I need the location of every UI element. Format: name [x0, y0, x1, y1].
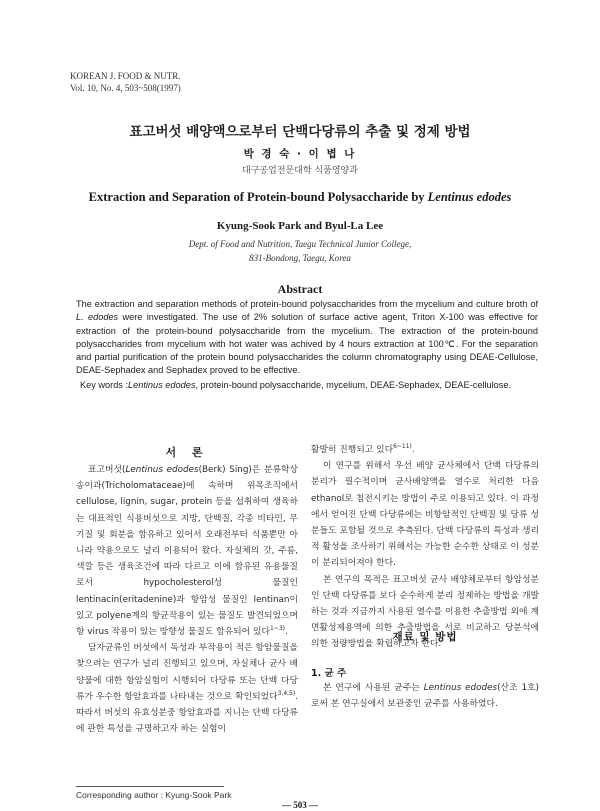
abstract-part1: The extraction and separation methods of protein-bound polysaccharides from the mycelium and culture broth of: [76, 299, 538, 309]
korean-title: 표고버섯 배양액으로부터 단백다당류의 추출 및 정제 방법: [129, 124, 471, 140]
intro-paragraph-2: [76, 640, 298, 737]
strain-end: (산조 1호)로써 본 연구실에서 보관중인 균주를 사용하였다.: [311, 683, 539, 710]
keywords-text: [128, 379, 516, 392]
english-affiliation: [0, 237, 600, 265]
right-p1-ref: 6~11): [393, 443, 412, 451]
english-affiliation-line1: Dept. of Food and Nutrition, Taegu Technical Junior College,: [188, 239, 412, 249]
korean-authors: 박 경 숙 · 이 볍 나: [243, 148, 357, 160]
abstract-body: [76, 298, 538, 378]
english-title: [0, 190, 600, 205]
intro-p1-ref: 1~3): [269, 625, 285, 633]
intro-p1-body: (Berk) Sing)은 분류학상 송이과(Tricholomataceae)에 속하며 위목조직에서 cellulose, lignin, sugar, protein 등을 섭취하여 생육하는 대표적인 식용버섯으로 지방, 단백질, 각종 비타민, 무기질 및 회분을 함유하고 있어서 오래전부터 식품뿐만 아니라 약용으로도 널리 이용되어 왔다. 자실체의 갓, 주름, 색깔 등은 생육조건에 따라 다르고 이에 함유된 유용물질로서 hypocholesterol성 물질인 lentinacin(eritadenine)과 항암성 물질인 lentinan이 있고 polyene계의 항균작용이 있는 물질도 발견되었으며 항 virus 작용이 있는 방향성 물질도 함유되어 있다: [76, 465, 298, 638]
intro-p2-body: . 따라서 버섯의 유효성분중 항암효과를 지니는 단백 다당류에 관한 특성을 규명하고자 하는 실험이: [76, 691, 298, 735]
intro-p2-ref: 3,4,5): [277, 689, 296, 697]
abstract-part2: were investigated. The use of 2% solution of surface active agent, Triton X-100 was effective for extraction of the protein-bound polysaccharide from the mycelium. The extraction of the protein-bound polysaccharides from mycelium with hot water was achived by 4 hours extraction at 100℃. For the separation and partial purification of the protein bound polysaccharides the column chromatography using DEAE-Cellulose, DEAE-Sephadex and Sephadex proved to be effective.: [76, 312, 538, 376]
right-p1-end: .: [411, 445, 415, 455]
strain-text: [311, 680, 539, 712]
right-paragraph-2: 이 연구를 위해서 우선 배양 균사체에서 단백 다당류의 분리가 필수적이며 균사배양액을 열수로 처리한 다음 ethanol로 침전시키는 방법이 주로 이용되고 있다. 이 과정에서 얻어진 단백 다당류에는 비항암적인 단백질 및 당류 성분들도 포함될 것으로 추측된다. 단백 다당류의 특성과 생리적 활성을 조사하기 위해서는 가능한 순수한 상태로 이 성분이 분리되어져야 한다.: [311, 461, 539, 569]
right-p1-text: 활발히 진행되고 있다: [311, 445, 394, 455]
strain-start: 본 연구에 사용된 균주는: [323, 683, 424, 693]
right-paragraph-3: 본 연구의 목적은 표고버섯 균사 배양체로부터 항암성분인 단백 다당류를 보다 순수하게 분리 정제하는 방법을 개발하는 것과 지금까지 사용된 열수를 이용한 추출방법 외에 계면활성제용액에 의한 추출방법을 서로 비교하고 당분석에 의한 정량방법을 확립하고자 한다.: [311, 574, 539, 650]
journal-name: KOREAN J. FOOD & NUTR.: [70, 71, 181, 81]
abstract-heading: Abstract: [277, 282, 323, 296]
right-column: [311, 442, 539, 653]
english-affiliation-line2: 831-Bondong, Taegu, Korea: [249, 253, 351, 263]
intro-p1-species: Lentinus edodes: [125, 465, 199, 475]
strain-subheading: 1. 균 주: [311, 668, 347, 679]
intro-p1-end: .: [284, 627, 288, 638]
intro-p2-start: 담자균류인 버섯에서 독성과 부작용이 적은 항암물질을 찾으려는 연구가 널리 진행되고 있으며, 자실체나 균사 배양물에 대한 항암실험이 시행되어 다당류 또는 단백 다당류가 우수한 항암효과를 나타내는 것으로 확인되었다: [76, 643, 298, 702]
footnote-rule: [76, 786, 224, 787]
journal-citation: [70, 70, 181, 94]
page-number: — 503 —: [282, 800, 318, 810]
journal-volume: Vol. 10, No. 4, 503~508(1997): [70, 83, 181, 93]
keywords: [80, 379, 538, 392]
keywords-label: Key words :: [80, 380, 128, 390]
abstract-species: L. edodes: [76, 312, 119, 323]
keywords-rest: , protein-bound polysaccharide, mycelium, DEAE-Sephadex, DEAE-cellulose.: [195, 380, 512, 390]
intro-heading: 서 론: [165, 446, 209, 459]
korean-affiliation: 대구공업전문대학 식품영양과: [242, 166, 358, 176]
english-authors: Kyung-Sook Park and Byul-La Lee: [216, 220, 384, 232]
keywords-species: Lentinus edodes: [128, 380, 196, 390]
left-column: [76, 462, 298, 737]
corresponding-author-footnote: Corresponding author : Kyung-Sook Park: [76, 790, 232, 800]
strain-species: Lentinus edodes: [423, 683, 498, 693]
methods-heading: 재료 및 방법: [392, 631, 458, 643]
english-title-text: Extraction and Separation of Protein-bound Polysaccharide by: [88, 190, 428, 204]
strain-paragraph: [311, 680, 539, 712]
intro-paragraph-1: [76, 462, 298, 640]
right-paragraph-1: [311, 442, 539, 458]
intro-p1-start: 표고버섯(: [88, 465, 126, 475]
english-title-species: Lentinus edodes: [427, 190, 512, 204]
